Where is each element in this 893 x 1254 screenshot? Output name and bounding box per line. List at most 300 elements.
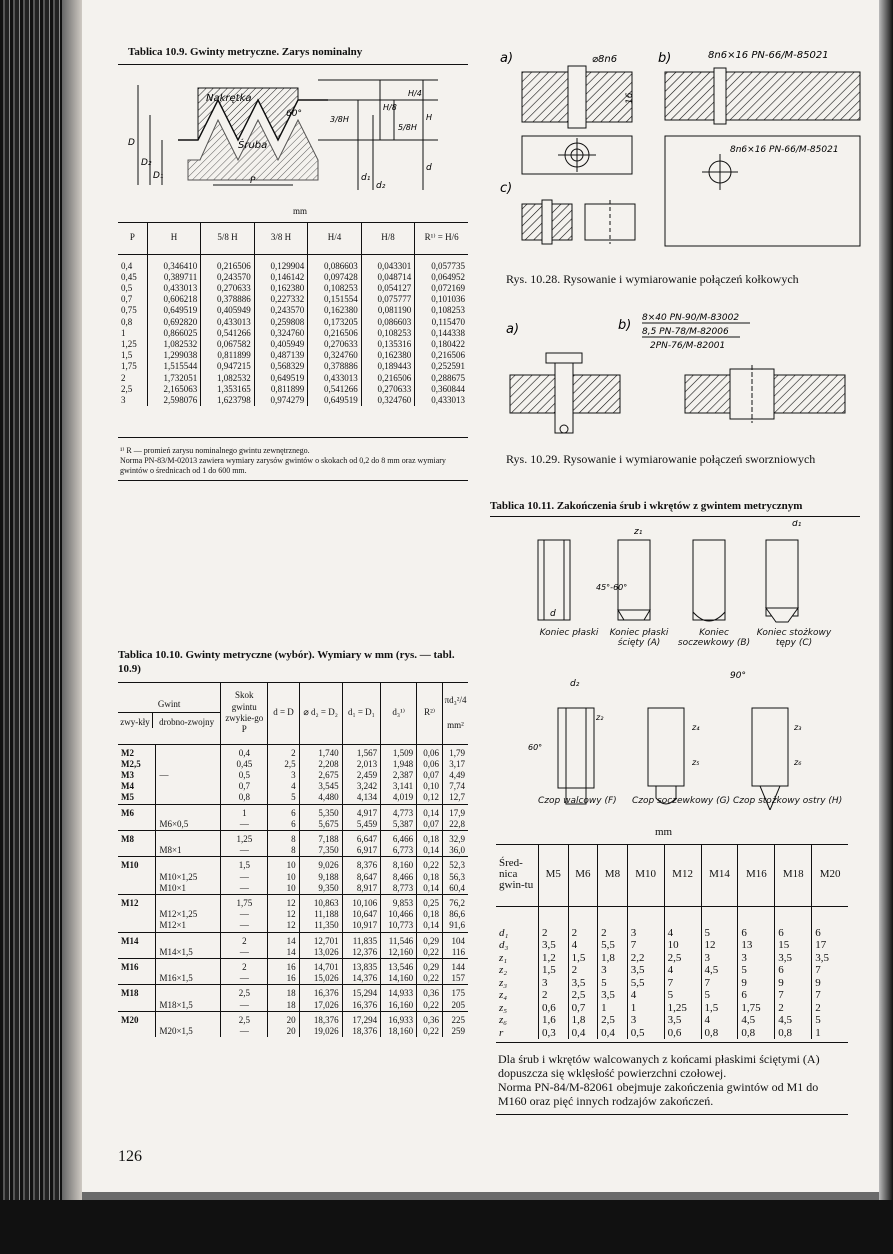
t1010-cell: — [221,947,268,959]
t1010-cell: 14 [268,947,299,959]
t1010-cell [156,759,221,770]
t1010-cell: 2 [268,744,299,759]
fig-d: d [550,609,556,619]
t1010-cell: 0,07 [417,770,443,781]
t1010-cell: 2,675 [299,770,342,781]
t1010-cell: M8 [118,830,156,845]
t1011-cell: 4 [568,939,598,952]
t109-cell: 0,947215 [201,361,255,372]
t1010-cell [156,792,221,804]
t1010-cell: 1,5 [221,857,268,872]
t109-cell: 0,360844 [415,384,468,395]
t1010-cell: 116 [443,947,468,959]
t1010-cell: 5 [268,792,299,804]
t1010-cell: M14 [118,932,156,947]
t1010-cell: 14,701 [299,958,342,973]
t109-cell: 2,165063 [147,384,201,395]
t109-cell: 0,405949 [201,305,255,316]
t109-cell: 0,324760 [361,395,415,406]
t1010-cell: 15,294 [342,985,380,1000]
rys1028-a: a) [500,51,514,66]
t1010-cell: 2,5 [268,759,299,770]
t109-cell: 0,8 [121,316,133,327]
label-5H8: 5/8H [398,123,417,132]
t1010-cell: 14,376 [342,973,380,985]
t1010-h-zwykly: zwy-kły [120,717,150,728]
t109-row [118,373,468,384]
fig-z3: z₃ [794,723,802,732]
t1010-cell: 17,9 [443,804,468,819]
t109-cell: 0,866025 [147,328,201,339]
t1010-table [118,682,468,1037]
t1010-cell: 8 [268,845,299,857]
end-label-2: Koniec płaski ścięty (A) [609,628,669,648]
t1010-cell: 0,5 [221,770,268,781]
t1010-cell: 36,0 [443,845,468,857]
t1010-cell: 12,701 [299,932,342,947]
t109-cell: 0,162380 [361,350,415,361]
t1010-cell: — [221,909,268,920]
t109-cell: 0,108253 [308,283,362,294]
book-binding-shadow [0,0,62,1254]
t109-header-cell: 5/8 H [201,222,255,254]
t1011-cell: 0,6 [539,1002,569,1015]
t1011-cell: 0,5 [627,1027,664,1040]
t1010-cell [156,932,221,947]
t1010-cell: 3,141 [381,781,417,792]
rys-1028-figure [500,44,870,254]
t1010-cell: 11,835 [342,932,380,947]
t1011-header-cell: M18 [775,844,812,906]
t109-cell: 0,433013 [147,283,201,294]
t1011-foot-rule [496,1114,848,1115]
t109-cell: 0,115470 [415,317,468,328]
t1011-cell: 4,5 [701,964,738,977]
t109-cell: 0,487139 [254,350,308,361]
t1010-row [118,894,468,909]
t109-cell: 0,129904 [254,254,308,272]
t109-row [118,254,468,272]
t1010-row [118,804,468,819]
label-H: H [426,113,433,122]
rys1028-dim-a: ⌀8n6 [592,54,618,65]
t1011-cell: 2 [539,906,569,939]
t1010-cell: — [221,872,268,883]
end-label-5: Czop walcowy (F) [538,796,617,806]
t1010-cell: 8,647 [342,872,380,883]
t109-cell: 0,227332 [254,294,308,305]
t1011-cell: 2,5 [598,1014,628,1027]
t109-cell: 0,162380 [254,283,308,294]
t1011-cell: 2 [775,1002,812,1015]
t1010-row [118,958,468,973]
t109-cell: 0,057735 [415,254,468,272]
t1010-cell: 8,917 [342,883,380,895]
t1010-cell: 18 [268,1000,299,1012]
t1010-cell [118,973,156,985]
t1010-cell: 6,647 [342,830,380,845]
t1010-h-area: πd₃²/4 [444,694,467,705]
t109-cell: 1,732051 [147,373,201,384]
t1010-cell [156,744,221,759]
label-d1: d₁ [361,173,371,183]
t1010-cell: M12 [118,894,156,909]
t1010-cell: 9,026 [299,857,342,872]
t1011-cell: 3 [539,977,569,990]
t1010-h-d: d = D [268,682,299,744]
t1010-cell: 16,160 [381,1000,417,1012]
end-label-4: Koniec stożkowy tępy (C) [756,628,832,648]
t1010-cell: 1,79 [443,744,468,759]
t109-cell: 0,151554 [308,294,362,305]
t1011-row [496,1027,848,1040]
t1010-cell: 2,387 [381,770,417,781]
t1010-cell: 3 [268,770,299,781]
t109-cell: 0,259808 [254,317,308,328]
t1010-cell: 6 [268,804,299,819]
t109-cell: 0,048714 [361,272,415,283]
t1010-cell: 0,4 [221,744,268,759]
t1011-cell: 7 [627,939,664,952]
t109-cell: 0,064952 [415,272,468,283]
t1010-cell: 0,22 [417,947,443,959]
t1011-cell: 1 [627,1002,664,1015]
t1010-cell: 16,933 [381,1011,417,1026]
t1010-cell [156,830,221,845]
t1010-cell: 0,10 [417,781,443,792]
t1011-row [496,989,848,1002]
t1011-row [496,1014,848,1027]
t109-unit: mm [293,206,308,216]
rys1028-c: c) [500,181,513,196]
t1011-cell: 7 [812,964,848,977]
t1010-cell: 16 [268,958,299,973]
t1011-cell: 0,4 [598,1027,628,1040]
t1010-cell [118,1000,156,1012]
t1010-cell: 9,350 [299,883,342,895]
rys1029-b: b) [618,318,632,333]
t109-cell: 0,541266 [308,384,362,395]
t1010-cell: 259 [443,1026,468,1037]
t109-cell: 0,649519 [147,305,201,316]
t1011-cell: 13 [738,939,775,952]
t1011-cell: 2 [539,989,569,1002]
t1010-cell: 5,459 [342,819,380,831]
t1010-h-d3: d₃¹⁾ [381,682,417,744]
t1011-cell: 4 [627,989,664,1002]
t1011-cell: 0,8 [775,1027,812,1040]
label-d2: d₂ [376,181,386,191]
t1010-cell: 10 [268,883,299,895]
t1011-cell: 1,25 [664,1002,701,1015]
t109-cell: 0,101036 [415,294,468,305]
t1010-cell: M2 [118,744,156,759]
t1011-cell: z₂ [499,964,508,976]
t1010-row [118,819,468,831]
t1010-cell [118,883,156,895]
t1010-cell: 0,22 [417,1000,443,1012]
t1010-cell: 10,647 [342,909,380,920]
t1010-cell: — [221,920,268,932]
t1011-cell: 1,8 [568,1014,598,1027]
t1010-cell: 10,773 [381,920,417,932]
t109-cell: 0,086603 [308,254,362,272]
t1011-cell: 5 [701,989,738,1002]
t1010-cell: 225 [443,1011,468,1026]
t1010-row [118,759,468,770]
t1010-cell: 3,17 [443,759,468,770]
t1011-cell: 2 [812,1002,848,1015]
t1011-cell: 0,4 [568,1027,598,1040]
label-D2: D₂ [141,158,152,168]
rys1028-dim-b: 8n6×16 PN-66/M-85021 [708,50,829,61]
t1010-cell [156,804,221,819]
t1011-cell: z₄ [499,989,508,1001]
t109-cell: 0,189443 [361,361,415,372]
fig-z6: z₆ [794,758,802,767]
t1010-cell: 0,07 [417,819,443,831]
t1011-cell: 9 [775,977,812,990]
t1010-cell: 13,546 [381,958,417,973]
t109-cell: 3 [121,394,126,405]
t1011-header-cell: M14 [701,844,738,906]
t1010-cell: 205 [443,1000,468,1012]
t1011-cell: 4,5 [738,1014,775,1027]
t1010-cell: 0,36 [417,1011,443,1026]
t1011-cell: 6 [812,906,848,939]
t1011-cell: 7 [812,989,848,1002]
t1010-cell: 0,29 [417,958,443,973]
t1010-cell: M4 [121,781,134,792]
t109-header-cell: H [147,222,201,254]
t1010-cell: 6 [268,819,299,831]
t1010-cell: 0,18 [417,909,443,920]
t1011-cell: 3,5 [568,977,598,990]
t109-footnote-1: ¹⁾ R — promień zarysu nominalnego gwintu zewnętrznego. [120,446,310,455]
t1011-cell: 6 [775,964,812,977]
t109-row [118,361,468,372]
t109-cell: 0,086603 [361,317,415,328]
t1010-cell: 12 [268,909,299,920]
t1010-cell: 10,106 [342,894,380,909]
rys1029-caption: Rys. 10.29. Rysowanie i wymiarowanie połączeń sworzniowych [506,452,816,466]
t1010-cell: 1 [221,804,268,819]
t1010-cell: 1,509 [381,744,417,759]
t109-cell: 0,378886 [308,361,362,372]
t1010-cell [118,845,156,857]
t1010-cell: 60,4 [443,883,468,895]
t1011-cell: 3 [627,1014,664,1027]
t109-cell: 0,173205 [308,317,362,328]
t1010-cell: 0,14 [417,845,443,857]
t1011-cell: 2 [568,906,598,939]
binding-gradient [62,0,82,1254]
t109-cell: 2,598076 [147,395,201,406]
t1010-cell: 0,06 [417,759,443,770]
t1011-cell: 1,6 [539,1014,569,1027]
t1010-cell: 13,026 [299,947,342,959]
rys1028-dim-16: 16 [625,92,635,104]
t109-cell: 0,75 [121,305,137,316]
t1010-cell: 17,294 [342,1011,380,1026]
t1010-cell: 0,22 [417,973,443,985]
t1011-header-cell: M10 [627,844,664,906]
fig-z2: z₂ [596,713,604,722]
t1010-cell: 9,853 [381,894,417,909]
t1011-cell: 4 [701,1014,738,1027]
t1010-cell [118,909,156,920]
label-nakretka: Nakrętka [206,93,252,104]
t1010-cell: M3 [121,769,134,780]
t109-cell: 0,075777 [361,294,415,305]
t1011-cell: 4,5 [775,1014,812,1027]
t1011-cell: 0,7 [568,1002,598,1015]
t1010-cell [156,1011,221,1026]
t1010-cell: 0,14 [417,883,443,895]
t109-cell: 0,270633 [361,384,415,395]
t1010-cell: 0,18 [417,872,443,883]
t1010-cell [118,819,156,831]
t1010-cell: 2,459 [342,770,380,781]
t1011-cell: 5 [738,964,775,977]
t1010-cell: 8,773 [381,883,417,895]
t1010-cell [156,985,221,1000]
rys-1029-figure [500,305,870,445]
t1010-cell: 22,8 [443,819,468,831]
t1010-cell: 12,160 [381,947,417,959]
t1010-h-d2: ⌀ d₂ = D₂ [299,682,342,744]
t1010-row [118,973,468,985]
t1010-cell: 0,7 [221,781,268,792]
t1011-cell: 3,5 [598,989,628,1002]
t1010-h-area-unit: mm² [447,719,464,730]
t109-row [118,350,468,361]
t109-cell: 0,054127 [361,283,415,294]
rys1029-l2: 8,5 PN-78/M-82006 [642,327,729,337]
t109-cell: 0,649519 [254,373,308,384]
t109-cell: 0,324760 [308,350,362,361]
t1010-cell: M12×1 [156,920,221,932]
t1010-cell: 7,188 [299,830,342,845]
t1011-cell: 15 [775,939,812,952]
t1010-cell: 18,376 [299,1011,342,1026]
t1010-cell [156,894,221,909]
t109-cell: 0,346410 [147,254,201,272]
t1011-row [496,964,848,977]
t1010-cell: 18,160 [381,1026,417,1037]
t1010-cell: M12×1,25 [156,909,221,920]
label-H8: H/8 [383,103,397,112]
t109-cell: 1,5 [121,350,133,361]
t1010-row [118,792,468,804]
t1011-cell: d₁ [499,926,509,939]
t1010-cell: 2,208 [299,759,342,770]
t1011-cell: 5 [598,977,628,990]
t1010-top-rule [118,682,468,683]
rys1028-caption: Rys. 10.28. Rysowanie i wymiarowanie połączeń kołkowych [506,272,799,286]
t1010-cell: 104 [443,932,468,947]
t1010-cell: M16×1,5 [156,973,221,985]
fig-a45: 45°-60° [596,583,628,592]
t1010-cell: 52,3 [443,857,468,872]
t1010-cell: 10,917 [342,920,380,932]
t109-cell: 0,146142 [254,272,308,283]
t1011-table [496,844,848,1039]
t1011-cell: 5 [701,906,738,939]
t1010-cell: 0,45 [221,759,268,770]
t1010-cell: 0,36 [417,985,443,1000]
fig-z5: z₅ [692,758,700,767]
t109-cell: 0,162380 [308,305,362,316]
t1010-cell: 11,188 [299,909,342,920]
t1010-cell: M10×1 [156,883,221,895]
t1011-cell: 3,5 [627,964,664,977]
t109-cell: 0,389711 [147,272,201,283]
t1010-cell: 4,134 [342,792,380,804]
page-number: 126 [118,1148,142,1165]
t1011-cell: 6 [738,989,775,1002]
t109-cell: 0,4 [121,260,133,271]
t1010-cell: M18 [118,985,156,1000]
end-label-7: Czop stożkowy ostry (H) [733,796,843,806]
t1011-header-cell: M5 [539,844,569,906]
t1010-cell: 86,6 [443,909,468,920]
t1010-cell [156,857,221,872]
label-angle: 60° [286,109,302,119]
t1010-cell: 9,188 [299,872,342,883]
t1010-cell: 1,25 [221,830,268,845]
t1010-cell: 0,29 [417,932,443,947]
t1010-cell: — [221,1026,268,1037]
t109-cell: 0,072169 [415,283,468,294]
t1010-h-gwint: Gwint [118,697,220,713]
t1010-cell: 10 [268,857,299,872]
t109-cell: 0,067582 [201,339,255,350]
t1011-cell: 1,75 [738,1002,775,1015]
t109-cell: 1,515544 [147,361,201,372]
right-edge-shadow [879,0,893,1254]
t1010-row [118,1011,468,1026]
t109-cell: 0,45 [121,271,137,282]
t1010-cell: 4,019 [381,792,417,804]
t1011-cell: 3,5 [775,952,812,965]
fig-a90: 90° [730,671,746,681]
t1011-cell: 3,5 [539,939,569,952]
t109-cell: 0,108253 [415,305,468,316]
t1011-unit: mm [655,826,673,838]
t1010-cell: 1,75 [221,894,268,909]
t1011-title-rule [490,516,860,517]
t109-cell: 0,433013 [201,317,255,328]
t1011-cell: 3 [701,952,738,965]
t1011-cell: z₃ [499,976,508,989]
t109-cell: 0,811899 [254,384,308,395]
rys1028-dim-b2: 8n6×16 PN-66/M-85021 [730,145,839,155]
t109-row [118,395,468,406]
t1010-cell: 5,350 [299,804,342,819]
t1010-cell: 0,8 [221,792,268,804]
t109-cell: 1,082532 [201,373,255,384]
t1011-row [496,939,848,952]
t1011-cell: 1,2 [539,952,569,965]
t1010-cell: 16,376 [299,985,342,1000]
t109-cell: 0,135316 [361,339,415,350]
t1011-cell: 3 [627,906,664,939]
t109-cell: 2,5 [121,383,133,394]
t1010-cell: 8,160 [381,857,417,872]
t109-row [118,283,468,294]
t109-cell: 0,043301 [361,254,415,272]
